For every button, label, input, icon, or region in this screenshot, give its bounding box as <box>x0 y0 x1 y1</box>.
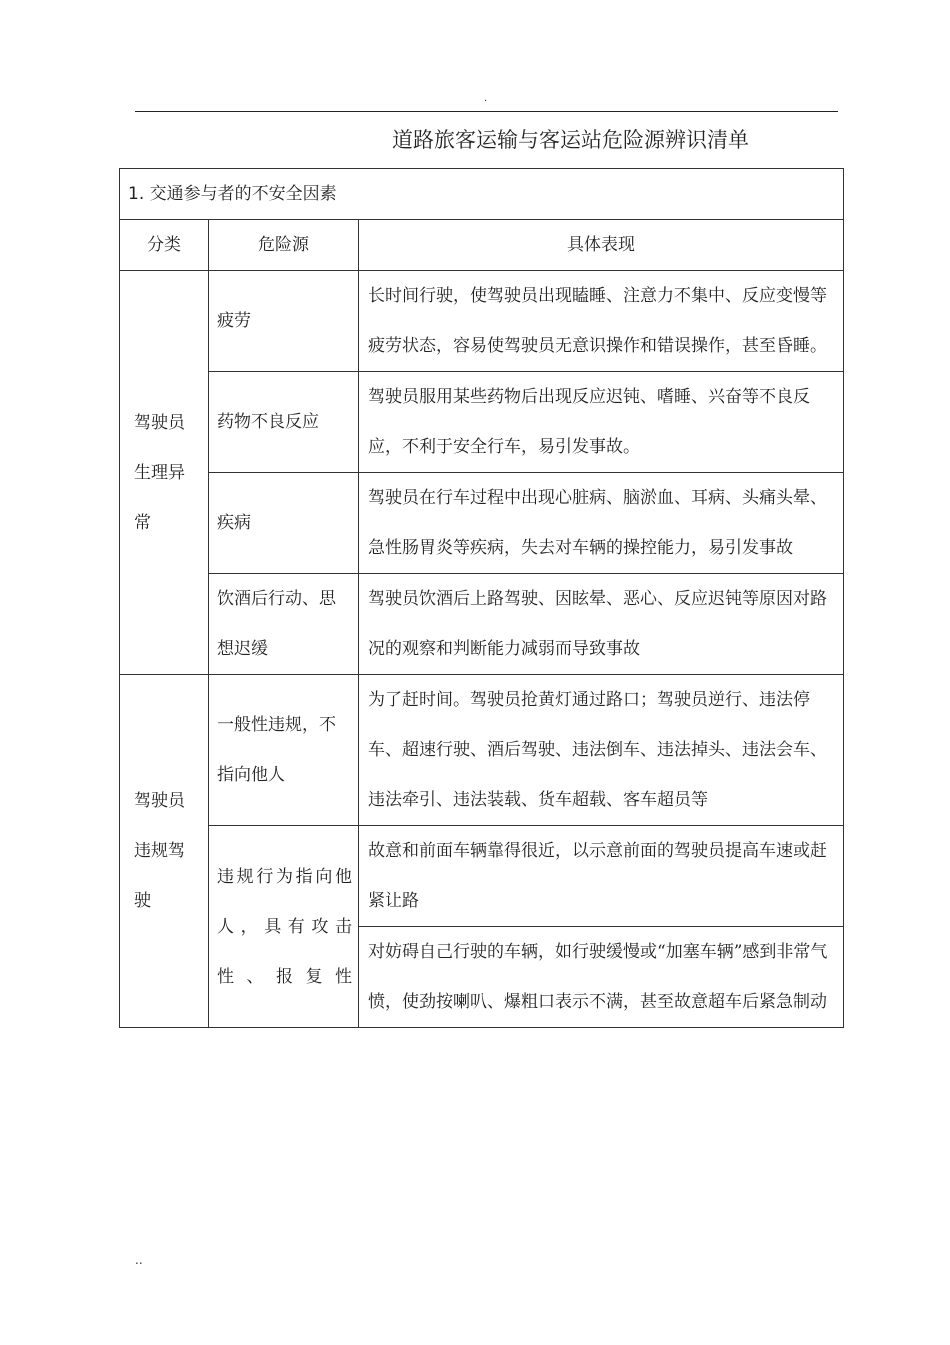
category-label: 驾驶员违规驾驶 <box>134 791 185 911</box>
table-row <box>120 271 844 372</box>
header-dot: . <box>484 93 488 104</box>
hazard-table <box>119 168 844 1028</box>
category-cell <box>120 271 209 675</box>
table-row <box>120 574 844 675</box>
detail-cell: 驾驶员服用某些药物后出现反应迟钝、嗜睡、兴奋等不良反应，不利于安全行车，易引发事故。 <box>359 372 844 473</box>
table-row <box>120 826 844 927</box>
hazard-cell: 违规行为指向他人，具有攻击性、报复性 <box>209 826 359 1028</box>
hazard-cell: 药物不良反应 <box>209 372 359 473</box>
detail-cell: 长时间行驶，使驾驶员出现瞌睡、注意力不集中、反应变慢等疲劳状态，容易使驾驶员无意识操作和错误操作，甚至昏睡。 <box>359 271 844 372</box>
detail-cell: 驾驶员饮酒后上路驾驶、因眩晕、恶心、反应迟钝等原因对路况的观察和判断能力减弱而导致事故 <box>359 574 844 675</box>
category-label: 驾驶员生理异常 <box>134 412 185 533</box>
table-row <box>120 675 844 826</box>
detail-cell: 对妨碍自己行驶的车辆，如行驶缓慢或“加塞车辆”感到非常气愤，使劲按喇叭、爆粗口表示不满，甚至故意超车后紧急制动 <box>359 927 844 1028</box>
detail-cell: 故意和前面车辆靠得很近，以示意前面的驾驶员提高车速或赶紧让路 <box>359 826 844 927</box>
header-rule <box>135 111 838 112</box>
header-row <box>120 220 844 271</box>
hazard-cell: 疾病 <box>209 473 359 574</box>
table-row <box>120 372 844 473</box>
hazard-cell: 饮酒后行动、思想迟缓 <box>209 574 359 675</box>
section-row <box>120 169 844 220</box>
detail-cell: 驾驶员在行车过程中出现心脏病、脑淤血、耳病、头痛头晕、急性肠胃炎等疾病，失去对车辆的操控能力，易引发事故 <box>359 473 844 574</box>
category-cell <box>120 675 209 1028</box>
detail-cell: 为了赶时间。驾驶员抢黄灯通过路口；驾驶员逆行、违法停车、超速行驶、酒后驾驶、违法倒车、违法掉头、违法会车、违法牵引、违法装载、货车超载、客车超员等 <box>359 675 844 826</box>
header-hazard: 危险源 <box>209 220 359 271</box>
section-title: 1. 交通参与者的不安全因素 <box>120 169 844 220</box>
document-title: 道路旅客运输与客运站危险源辨识清单 <box>392 128 749 152</box>
hazard-cell: 疲劳 <box>209 271 359 372</box>
table-row <box>120 473 844 574</box>
hazard-cell: 一般性违规，不指向他人 <box>209 675 359 826</box>
header-category: 分类 <box>120 220 209 271</box>
footer-dots: .. <box>135 1253 143 1267</box>
header-detail: 具体表现 <box>359 220 844 271</box>
